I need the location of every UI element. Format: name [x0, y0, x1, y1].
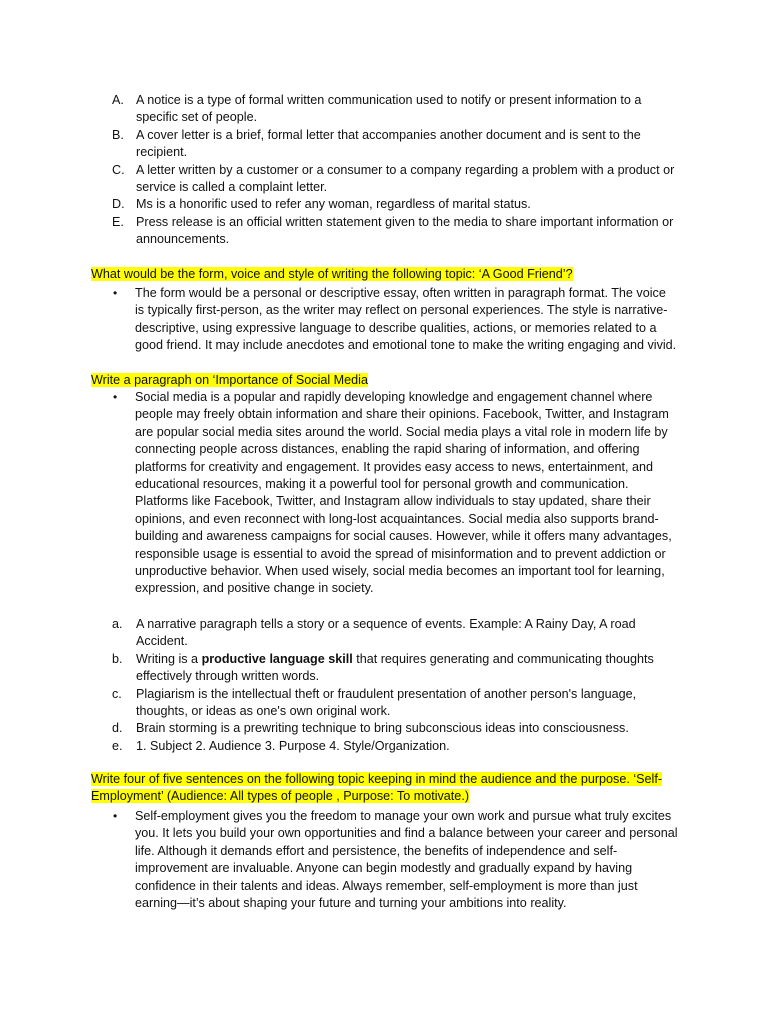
list-marker: b.: [112, 651, 123, 666]
list-marker: a.: [112, 617, 123, 631]
bullet-glyph: •: [113, 809, 118, 823]
list-item-text-after: that requires generating and communicating thoughts effectively through written words.: [136, 651, 654, 684]
answer-good-friend: [0, 285, 768, 355]
list-item-text: A letter written by a customer or a consumer to a company regarding a problem with a product or service is called a complaint letter.: [136, 162, 675, 195]
answer-self-employment: [0, 808, 768, 912]
list-item: [0, 127, 676, 162]
bullet-glyph: •: [113, 286, 118, 300]
list-marker: e.: [112, 738, 123, 753]
bullet-text: Social media is a popular and rapidly developing knowledge and engagement channel where people may freely obtain information and share their opinions. Facebook, Twitter, and Instagram are popular social media sites around the world. Social media plays a vital role in modern life by connecting people across distances, enabling the rapid sharing of information, and offering platforms for creativity and engagement. It provides easy access to news, entertainment, and educational resources, making it a powerful tool for personal growth and communication. Platforms like Facebook, Twitter, and Instagram allow individuals to stay updated, share their opinions, and even reconnect with long-lost acquaintances. Social media also supports brand-building and awareness campaigns for social causes. However, while it offers many advantages, responsible usage is essential to avoid the spread of misinformation and to prevent addiction or unproductive behavior. When used wisely, social media becomes an important tool for learning, expression, and positive change in society.: [135, 390, 672, 596]
question-heading-self-employment: [91, 771, 681, 806]
list-item: [0, 196, 676, 213]
list-marker: D.: [112, 197, 125, 212]
list-item: [0, 214, 676, 249]
lower-answer-list: [0, 616, 768, 755]
list-item-text: Press release is an official written statement given to the media to share important information or announcements.: [136, 214, 674, 247]
highlighted-heading-text: What would be the form, voice and style of writing the following topic: ‘A Good Friend’?: [91, 267, 573, 281]
answer-social-media: [0, 389, 768, 598]
question-heading-good-friend: [91, 266, 681, 283]
list-marker: B.: [112, 127, 124, 142]
list-item-text: 1. Subject 2. Audience 3. Purpose 4. Style/Organization.: [136, 738, 450, 753]
highlighted-heading-text: Write four of five sentences on the following topic keeping in mind the audience and the purpose. ‘Self-Employment’ (Audience: All types of people , Purpose: To motivate.): [91, 772, 663, 804]
list-item: [0, 616, 676, 651]
bullet-glyph: •: [113, 390, 118, 404]
list-item: [0, 92, 676, 127]
list-marker: c.: [112, 686, 122, 701]
upper-answer-list: [0, 92, 768, 249]
highlighted-heading-text: Write a paragraph on ‘Importance of Social Media: [91, 373, 368, 387]
list-item-text: Plagiarism is the intellectual theft or fraudulent presentation of another person's language, thoughts, or ideas as one's own original work.: [136, 686, 637, 719]
list-item: [0, 738, 676, 755]
list-item-text: Brain storming is a prewriting technique to bring subconscious ideas into consciousness.: [136, 721, 629, 736]
list-item: [0, 651, 676, 686]
list-item-text-before: Writing is a: [136, 651, 202, 666]
list-marker: E.: [112, 214, 124, 229]
bullet-item: [0, 389, 678, 598]
list-item-text: A cover letter is a brief, formal letter that accompanies another document and is sent to the recipient.: [136, 127, 641, 160]
bullet-item: [0, 285, 678, 355]
list-item: [0, 686, 676, 721]
list-item-text: A notice is a type of formal written communication used to notify or present information to a specific set of people.: [136, 93, 642, 125]
bullet-text: Self-employment gives you the freedom to manage your own work and pursue what truly excites you. It lets you build your own opportunities and find a balance between your career and personal life. Although it demands effort and persistence, the benefits of independence and self-improvement are invaluable. Anyone can begin modestly and gradually expand by having confidence in their talents and ideas. Always remember, self-employment is more than just earning—it’s about shaping your future and turning your ambitions into reality.: [135, 809, 678, 911]
list-item: [0, 162, 676, 197]
list-item: [0, 720, 676, 737]
list-marker: d.: [112, 721, 123, 736]
list-marker: A.: [112, 93, 124, 107]
list-marker: C.: [112, 162, 125, 177]
bullet-text: The form would be a personal or descriptive essay, often written in paragraph format. The voice is typically first-person, as the writer may reflect on personal experiences. The style is narrative-descriptive, using expressive language to describe qualities, actions, or memories related to a good friend. It may include anecdotes and emotional tone to make the writing engaging and vivid.: [135, 286, 677, 353]
question-heading-social-media: [91, 372, 681, 389]
list-item-text: A narrative paragraph tells a story or a sequence of events. Example: A Rainy Day, A road Accident.: [136, 617, 636, 649]
bullet-item: [0, 808, 678, 912]
list-item-text: Ms is a honorific used to refer any woman, regardless of marital status.: [136, 197, 531, 212]
bold-term: productive language skill: [201, 651, 353, 666]
